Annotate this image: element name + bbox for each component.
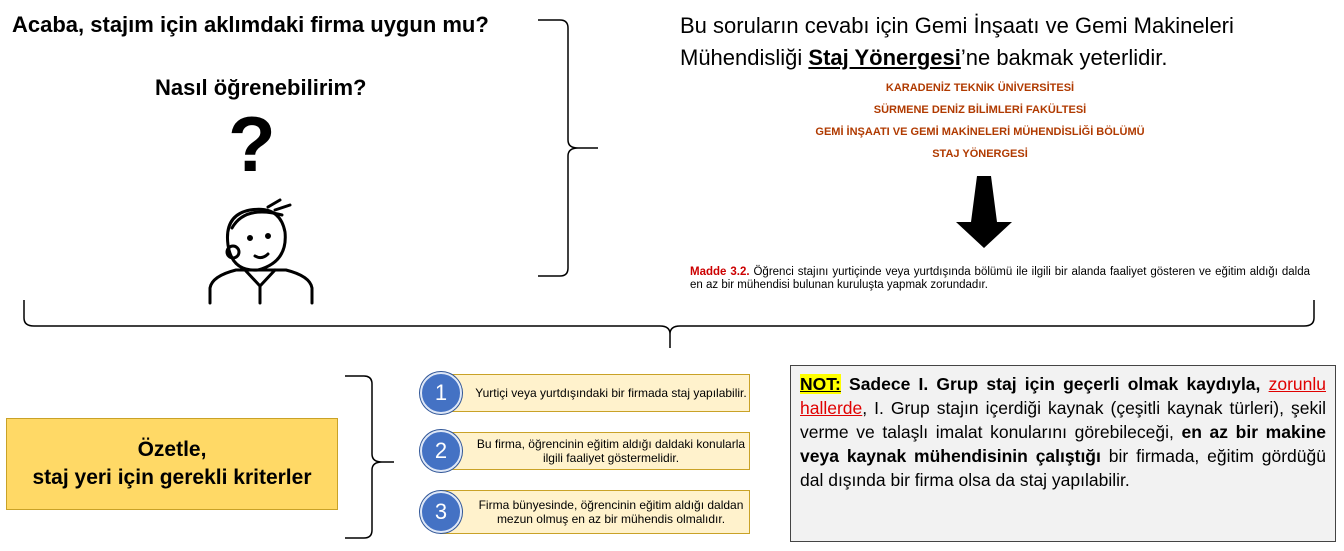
criterion-number-2: 2 (420, 430, 462, 472)
note-bold-1: Sadece I. Grup staj için geçerli olmak kaydıyla, (840, 374, 1269, 394)
article-text: Öğrenci stajını yurtiçinde veya yurtdışında bölümü ile ilgili bir alanda faaliyet gösteren ve eğitim aldığı dalda en az bir mühendisi bulunan kuruluşta yapmak zorundadır. (690, 266, 1310, 291)
doc-header-faculty: SÜRMENE DENİZ BİLİMLERİ FAKÜLTESİ (873, 104, 1087, 116)
question-brace (538, 20, 598, 276)
criterion-1 (440, 374, 750, 412)
criterion-text: Yurtiçi veya yurtdışındaki bir firmada staj yapılabilir. (475, 386, 747, 400)
question-mark-icon: ? (228, 100, 276, 188)
note-box (790, 365, 1336, 542)
criterion-3 (440, 490, 750, 534)
criterion-text: Firma bünyesinde, öğrencinin eğitim aldığı daldan mezun olmuş en az bir mühendis olmalıdır. (478, 498, 744, 526)
bottom-wide-brace (24, 300, 1314, 348)
note-text-1: , I. Grup stajın içerdiği kaynak (çeşitli kaynak türleri), şekil verme ve talaşlı imalat konularını görebileceği, (800, 398, 1326, 442)
answer-intro-suffix: ’ne bakmak yeterlidir. (960, 45, 1168, 70)
summary-brace (345, 376, 394, 538)
note-mandatory-cases: zorunlu hallerde (800, 374, 1326, 418)
down-arrow-icon (956, 176, 1012, 248)
answer-intro (680, 10, 1310, 74)
criterion-number-3: 3 (420, 491, 462, 533)
doc-header-department: GEMİ İNŞAATI VE GEMİ MAKİNELERİ MÜHENDİSLİĞİ BÖLÜMÜ (815, 126, 1145, 138)
criterion-text: Bu firma, öğrencinin eğitim aldığı daldaki konularla ilgili faaliyet göstermelidir. (476, 437, 746, 465)
article-label: Madde 3.2. (690, 266, 750, 278)
doc-header-title: STAJ YÖNERGESİ (932, 148, 1028, 160)
sub-question: Nasıl öğrenebilirim? (155, 75, 367, 100)
note-bold-2: en az bir makine veya kaynak mühendisinin çalıştığı (800, 422, 1326, 466)
note-label: NOT: (800, 374, 841, 394)
person-icon (210, 200, 312, 303)
doc-header-university: KARADENİZ TEKNİK ÜNİVERSİTESİ (885, 82, 1075, 94)
main-question: Acaba, stajım için aklımdaki firma uygun mu? (12, 12, 489, 37)
criterion-2 (440, 432, 750, 470)
staj-yonergesi-link[interactable]: Staj Yönergesi (808, 45, 961, 70)
answer-intro-text: Bu soruların cevabı için Gemi İnşaatı ve Gemi Makineleri Mühendisliği (680, 13, 1234, 70)
summary-line1: Özetle, (137, 438, 207, 461)
note-text-2: bir firmada, eğitim gördüğü dal dışında bir firma olsa da staj yapılabilir. (800, 446, 1326, 490)
criterion-number-1: 1 (420, 372, 462, 414)
article-3-2 (690, 266, 1310, 292)
summary-box (6, 418, 338, 510)
summary-line2: staj yeri için gerekli kriterler (32, 466, 312, 489)
